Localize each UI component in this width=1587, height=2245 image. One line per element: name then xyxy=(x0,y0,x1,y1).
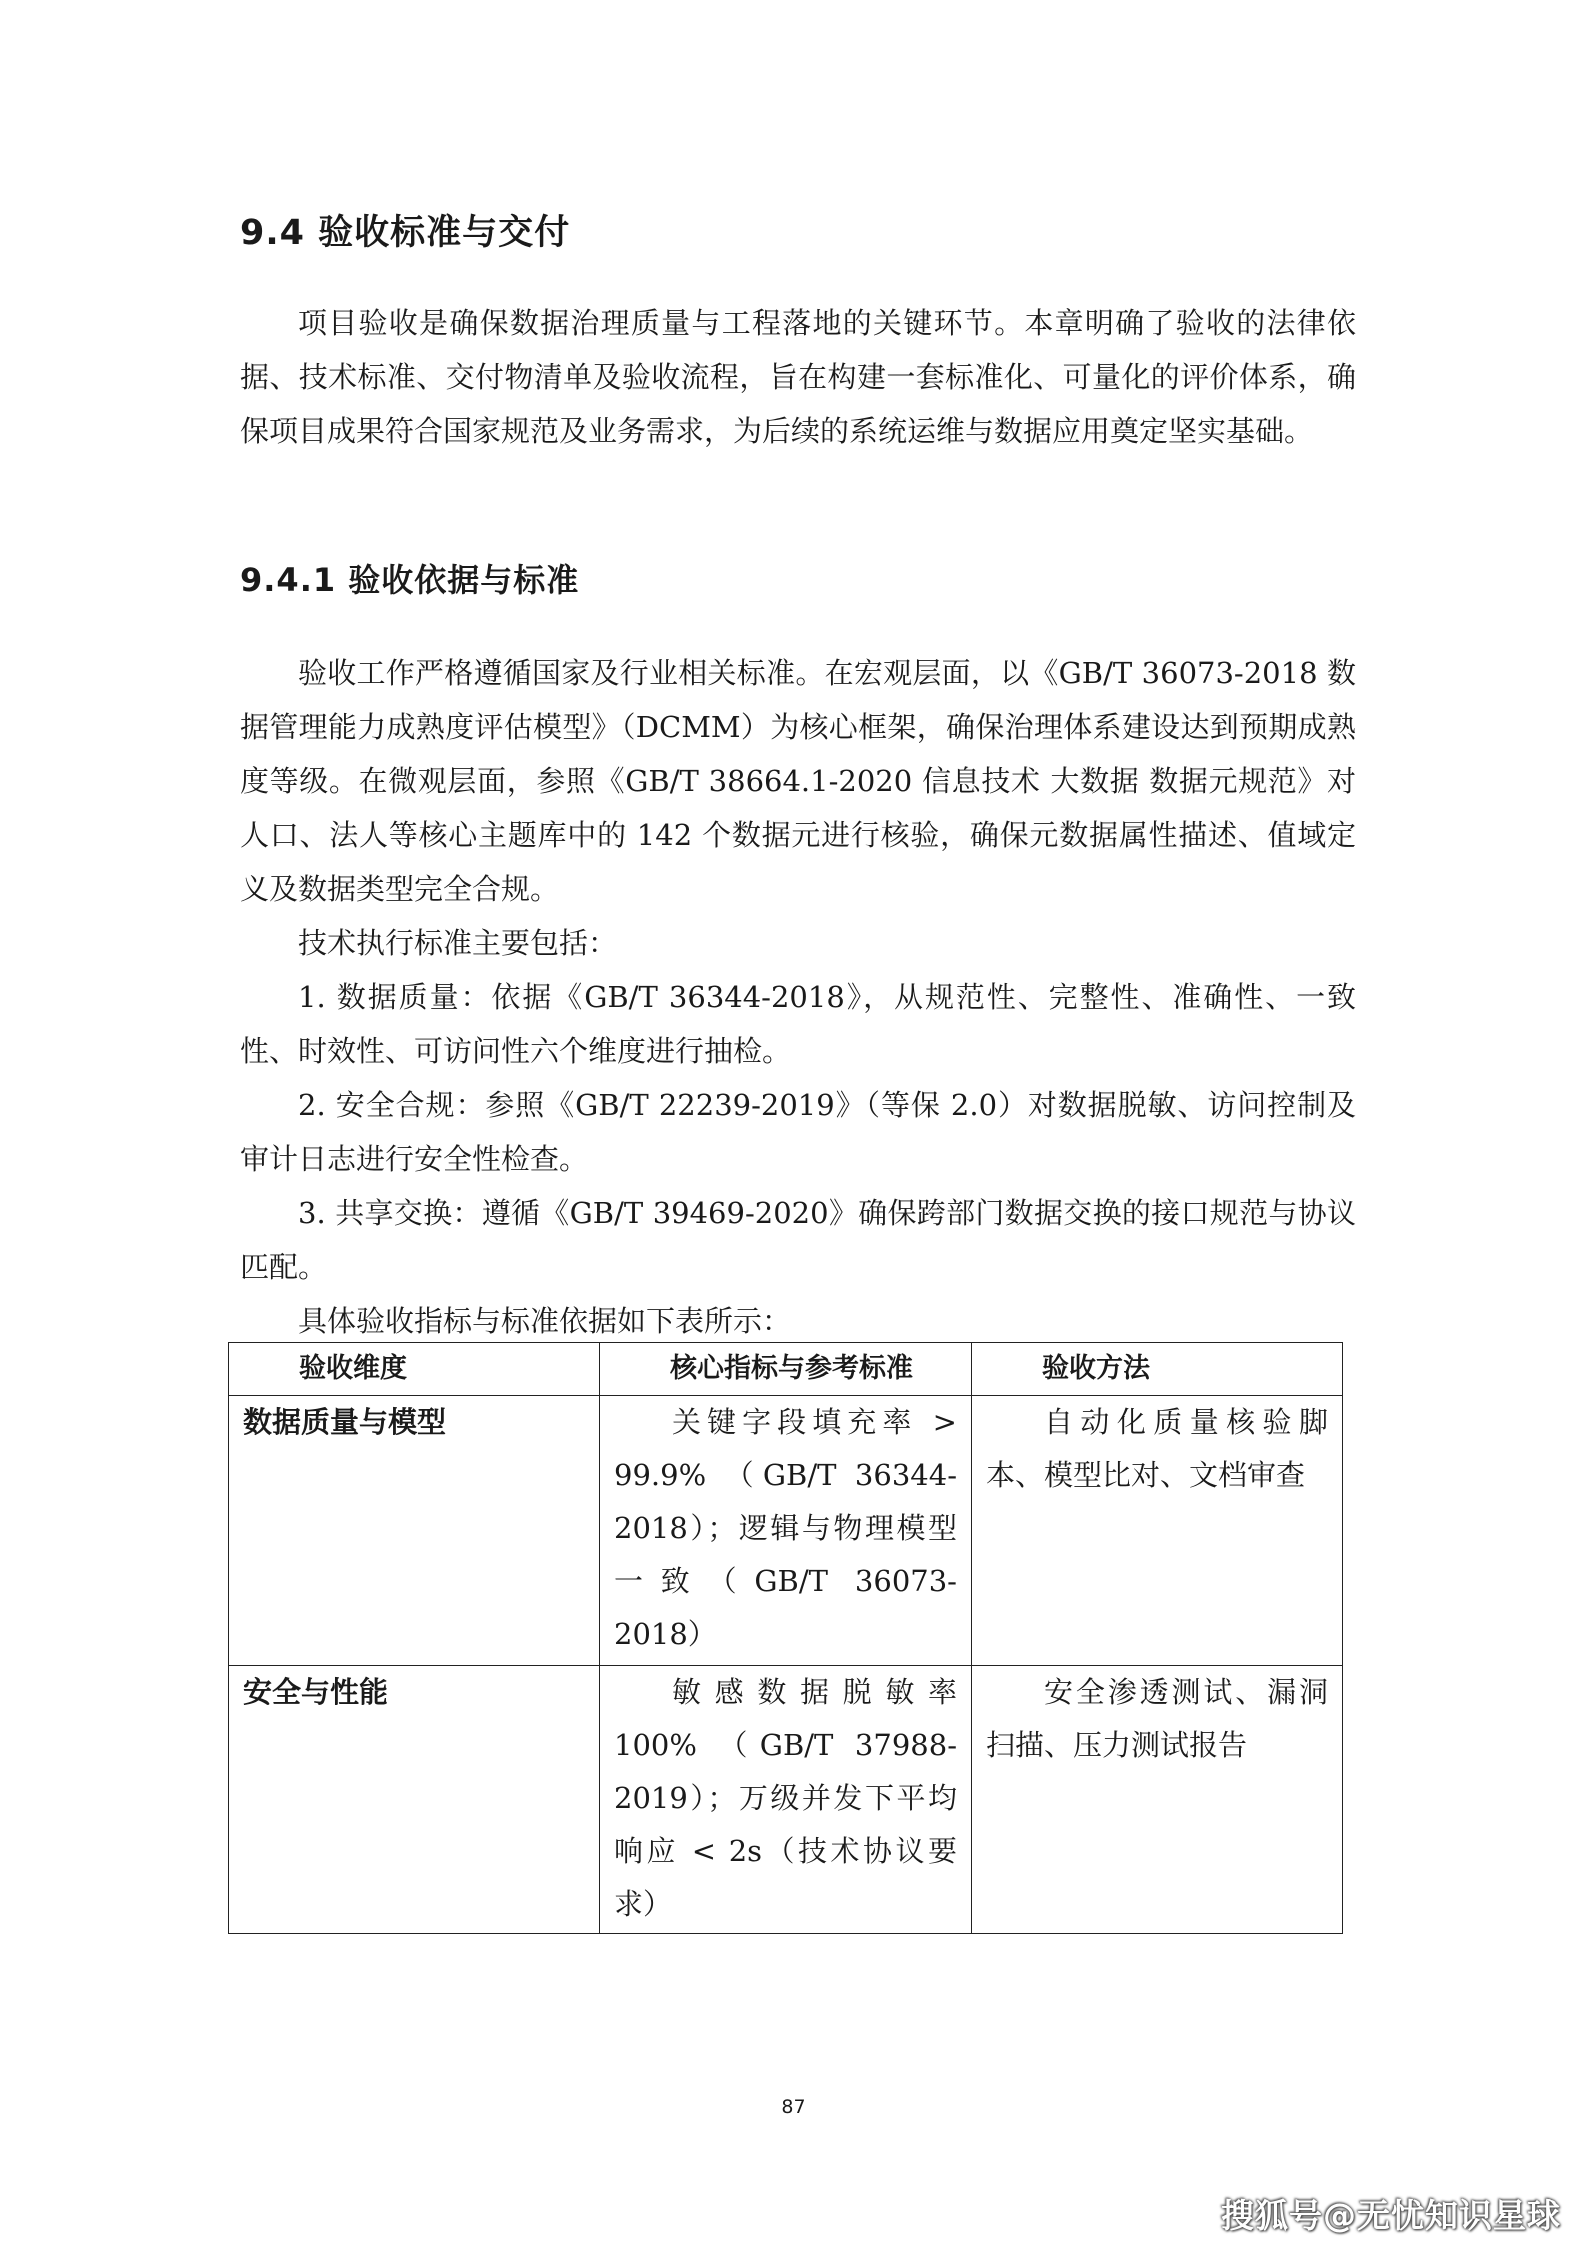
cell-metric: 关键字段填充率 > 99.9% （GB/T 36344-2018）；逻辑与物理模型一致（GB/T 36073-2018） xyxy=(600,1396,972,1666)
subsection-heading: 9.4.1 验收依据与标准 xyxy=(240,561,580,599)
table-header-row xyxy=(229,1343,1343,1396)
page-number: 87 xyxy=(781,2096,806,2118)
cell-metric: 敏感数据脱敏率 100% （GB/T 37988-2019）；万级并发下平均响应 < 2s（技术协议要求） xyxy=(600,1666,972,1934)
standard-item-data-quality: 1. 数据质量：依据《GB/T 36344-2018》，从规范性、完整性、准确性、一致性、时效性、可访问性六个维度进行抽检。 xyxy=(240,980,1356,1068)
header-method: 验收方法 xyxy=(972,1343,1343,1396)
section-heading: 9.4 验收标准与交付 xyxy=(240,213,571,253)
basis-paragraph: 验收工作严格遵循国家及行业相关标准。在宏观层面，以《GB/T 36073-2018 数据管理能力成熟度评估模型》（DCMM）为核心框架，确保治理体系建设达到预期成熟度等级。在微观层面，参照《GB/T 38664.1-2020 信息技术 大数据 数据元规范》对人口、法人等核心主题库中的 142 个数据元进行核验，确保元数据属性描述、值域定义及数据类型完全合规。 xyxy=(240,656,1356,906)
standard-item-security: 2. 安全合规：参照《GB/T 22239-2019》（等保 2.0）对数据脱敏、访问控制及审计日志进行安全性检查。 xyxy=(240,1088,1356,1176)
header-dimension: 验收维度 xyxy=(229,1343,600,1396)
source-watermark: 搜狐号@无忧知识星球 xyxy=(1221,2196,1561,2235)
section-intro-paragraph: 项目验收是确保数据治理质量与工程落地的关键环节。本章明确了验收的法律依据、技术标准、交付物清单及验收流程，旨在构建一套标准化、可量化的评价体系，确保项目成果符合国家规范及业务需求，为后续的系统运维与数据应用奠定坚实基础。 xyxy=(240,306,1356,448)
acceptance-criteria-table xyxy=(228,1342,1343,1934)
cell-dimension: 数据质量与模型 xyxy=(229,1396,600,1666)
header-metric: 核心指标与参考标准 xyxy=(600,1343,972,1396)
cell-dimension: 安全与性能 xyxy=(229,1666,600,1934)
table-row xyxy=(229,1666,1343,1934)
standards-lead-paragraph: 技术执行标准主要包括： xyxy=(298,926,618,960)
cell-method: 自动化质量核验脚本、模型比对、文档审查 xyxy=(972,1396,1343,1666)
standard-item-sharing: 3. 共享交换：遵循《GB/T 39469-2020》确保跨部门数据交换的接口规范与协议匹配。 xyxy=(240,1196,1356,1284)
cell-method: 安全渗透测试、漏洞扫描、压力测试报告 xyxy=(972,1666,1343,1934)
table-caption: 具体验收指标与标准依据如下表所示： xyxy=(298,1304,792,1338)
table-row xyxy=(229,1396,1343,1666)
